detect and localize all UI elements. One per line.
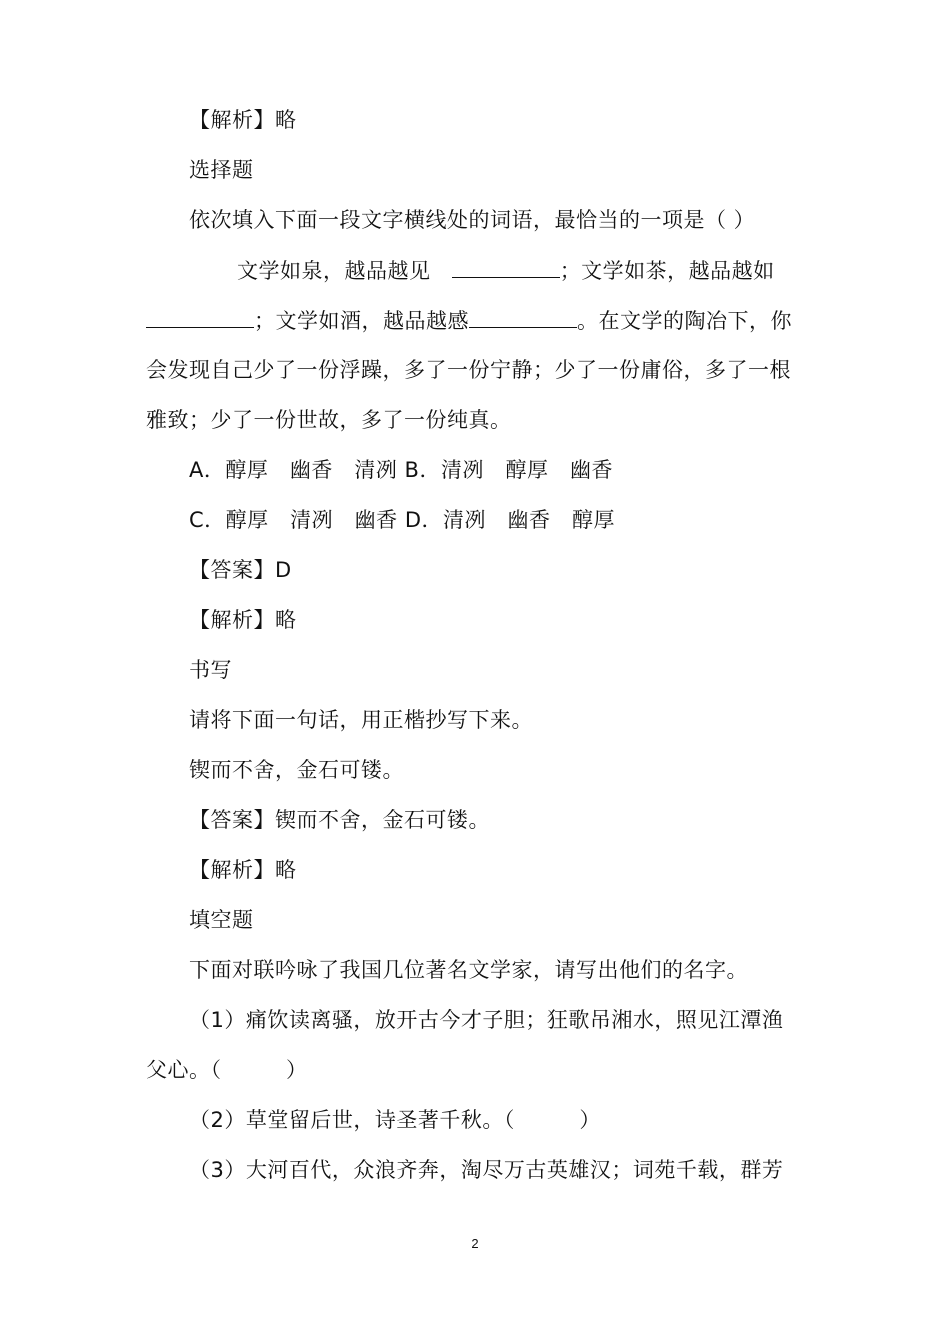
fill-blank	[452, 255, 560, 278]
passage-line-1	[237, 255, 775, 286]
passage-line-2	[146, 305, 792, 336]
question-stem: 下面对联吟咏了我国几位著名文学家，请写出他们的名字。	[189, 958, 748, 982]
passage-text: 文学如泉，越品越见	[237, 259, 431, 283]
options-line-cd: C．醇厚 清冽 幽香 D．清冽 幽香 醇厚	[189, 508, 616, 532]
passage-line-4: 雅致；少了一份世故，多了一份纯真。	[146, 408, 512, 432]
sub-question-1: （1）痛饮读离骚，放开古今才子胆；狂歌吊湘水，照见江潭渔	[189, 1008, 784, 1032]
fill-blank	[469, 305, 577, 328]
passage-text: ；文学如茶，越品越如	[559, 259, 775, 283]
page-number: 2	[471, 1236, 479, 1251]
sub-question-3: （3）大河百代，众浪齐奔，淘尽万古英雄汉；词苑千载，群芳	[189, 1158, 784, 1182]
analysis-line: 【解析】略	[189, 858, 297, 882]
analysis-line: 【解析】略	[189, 108, 297, 132]
answer-line: 【答案】D	[189, 558, 292, 582]
analysis-line: 【解析】略	[189, 608, 297, 632]
quote-line: 锲而不舍，金石可镂。	[189, 758, 404, 782]
passage-line-3: 会发现自己少了一份浮躁，多了一份宁静；少了一份庸俗，多了一根	[146, 358, 791, 382]
fill-blank	[146, 305, 254, 328]
section-heading-writing: 书写	[189, 658, 232, 682]
section-heading-choice: 选择题	[189, 158, 254, 182]
sub-question-1-cont: 父心。（ ）	[146, 1058, 308, 1082]
passage-text: 。在文学的陶冶下，你	[577, 309, 792, 333]
section-heading-fill: 填空题	[189, 908, 254, 932]
question-stem: 请将下面一句话，用正楷抄写下来。	[189, 708, 533, 732]
options-line-ab: A．醇厚 幽香 清冽 B．清冽 醇厚 幽香	[189, 458, 613, 482]
question-stem: 依次填入下面一段文字横线处的词语，最恰当的一项是（ ）	[189, 208, 756, 232]
passage-text: ；文学如酒，越品越感	[254, 309, 469, 333]
answer-line: 【答案】锲而不舍，金石可镂。	[189, 808, 490, 832]
sub-question-2: （2）草堂留后世，诗圣著千秋。（ ）	[189, 1108, 601, 1132]
